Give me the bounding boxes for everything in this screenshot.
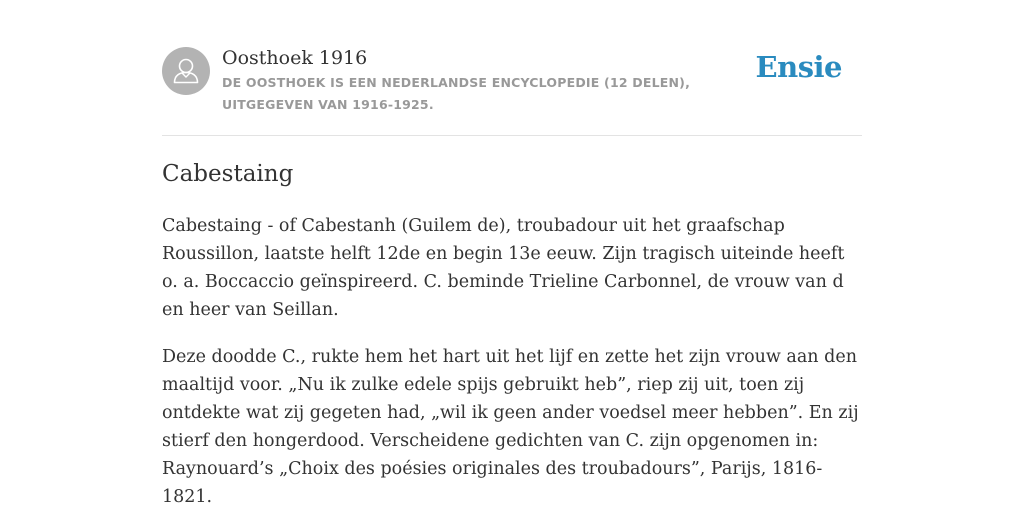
header-divider [162,135,862,136]
source-avatar[interactable] [162,47,210,95]
user-icon [162,47,210,95]
brand-logo[interactable]: Ensie [755,50,842,84]
entry-body [162,212,864,512]
entry-paragraph: Cabestaing - of Cabestanh (Guilem de), troubadour uit het graafschap Roussillon, laatste helft 12de en begin 13e eeuw. Zijn tragisch uiteinde heeft o. a. Boccaccio geïnspireerd. C. beminde Trieline Carbonnel, de vrouw van d en heer van Seillan. [162,216,845,320]
entry-title: Cabestaing [162,161,294,187]
source-info [222,45,762,116]
entry-paragraph: Deze doodde C., rukte hem het hart uit het lijf en zette het zijn vrouw aan den maaltijd voor. „Nu ik zulke edele spijs gebruikt heb”, riep zij uit, toen zij ontdekte wat zij gegeten had, „wil ik geen ander voedsel meer hebben”. En zij stierf den hongerdood. Verscheidene gedichten van C. zijn opgenomen in: Raynouard’s „Choix des poésies originales des troubadours”, Parijs, 1816-1821. [162,347,859,507]
source-header [162,44,862,116]
source-description: DE OOSTHOEK IS EEN NEDERLANDSE ENCYCLOPEDIE (12 DELEN), UITGEGEVEN VAN 1916-1925. [222,75,691,112]
source-title[interactable]: Oosthoek 1916 [222,47,368,69]
